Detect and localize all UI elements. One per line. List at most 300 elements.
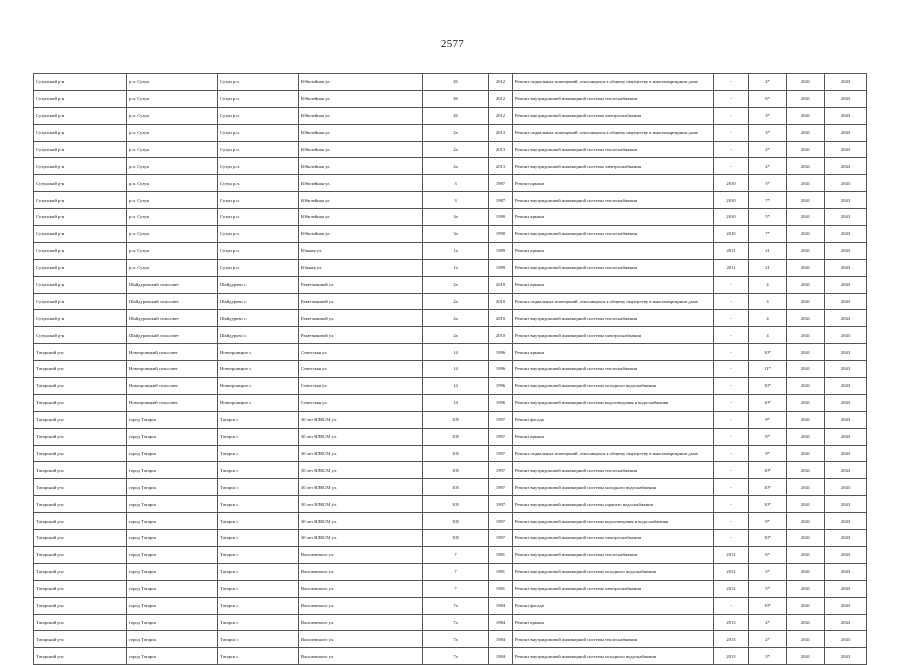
start-year-cell: 2041 <box>787 107 825 124</box>
value-cell: 10* <box>749 394 787 411</box>
locality-cell: Татарск г. <box>218 580 299 597</box>
house-number-cell: 105 <box>423 530 489 547</box>
start-year-cell: 2041 <box>787 327 825 344</box>
end-year-cell: 2043 <box>825 513 867 530</box>
work-type-cell: Ремонт внутридомовой инженерной системы электроснабжения <box>513 580 714 597</box>
start-year-cell: 2041 <box>787 310 825 327</box>
house-number-cell: 7а <box>423 614 489 631</box>
value-cell: 10* <box>749 479 787 496</box>
municipality-cell: р.п. Сузун <box>127 141 218 158</box>
build-year-cell: 1989 <box>489 242 513 259</box>
locality-cell: Сузун р.п. <box>218 192 299 209</box>
municipality-cell: р.п. Сузун <box>127 242 218 259</box>
street-cell: Юбилейная ул. <box>299 158 423 175</box>
district-cell: Татарский р-н <box>34 428 127 445</box>
locality-cell: Сузун р.п. <box>218 74 299 91</box>
start-year-cell: 2041 <box>787 276 825 293</box>
district-cell: Татарский р-н <box>34 394 127 411</box>
street-cell: Советская ул. <box>299 344 423 361</box>
start-year-cell: 2041 <box>787 479 825 496</box>
table-row <box>34 411 867 428</box>
municipality-cell: Шайдуровский сельсовет <box>127 276 218 293</box>
build-year-cell: 1981 <box>489 580 513 597</box>
district-cell: Татарский р-н <box>34 361 127 378</box>
locality-cell: Новотроицкое с. <box>218 394 299 411</box>
table-row <box>34 631 867 648</box>
work-type-cell: Ремонт крыши <box>513 614 714 631</box>
street-cell: Василевского ул. <box>299 597 423 614</box>
value-cell: 9* <box>749 445 787 462</box>
street-cell: Советская ул. <box>299 394 423 411</box>
last-repair-year-cell: - <box>714 310 749 327</box>
municipality-cell: город Татарск <box>127 445 218 462</box>
last-repair-year-cell: 2012 <box>714 563 749 580</box>
district-cell: Сузунский р-н <box>34 90 127 107</box>
table-row <box>34 648 867 665</box>
build-year-cell: 1997 <box>489 530 513 547</box>
table-row <box>34 107 867 124</box>
value-cell: 4 <box>749 293 787 310</box>
start-year-cell: 2041 <box>787 580 825 597</box>
start-year-cell: 2041 <box>787 445 825 462</box>
last-repair-year-cell: - <box>714 513 749 530</box>
end-year-cell: 2043 <box>825 445 867 462</box>
table-body <box>34 74 867 665</box>
district-cell: Татарский р-н <box>34 479 127 496</box>
house-number-cell: 105 <box>423 428 489 445</box>
end-year-cell: 2043 <box>825 462 867 479</box>
district-cell: Сузунский р-н <box>34 192 127 209</box>
locality-cell: Татарск г. <box>218 411 299 428</box>
table-row <box>34 513 867 530</box>
value-cell: 4 <box>749 327 787 344</box>
start-year-cell: 2041 <box>787 530 825 547</box>
municipality-cell: город Татарск <box>127 631 218 648</box>
start-year-cell: 2041 <box>787 513 825 530</box>
locality-cell: Татарск г. <box>218 513 299 530</box>
value-cell: 2* <box>749 158 787 175</box>
district-cell: Сузунский р-н <box>34 226 127 243</box>
street-cell: 30 лет ВЛКСМ ул. <box>299 530 423 547</box>
last-repair-year-cell: - <box>714 107 749 124</box>
table-row <box>34 124 867 141</box>
house-number-cell: 2а <box>423 310 489 327</box>
build-year-cell: 1990 <box>489 209 513 226</box>
start-year-cell: 2041 <box>787 293 825 310</box>
house-number-cell: 3а <box>423 226 489 243</box>
district-cell: Сузунский р-н <box>34 107 127 124</box>
work-type-cell: Ремонт крыши <box>513 175 714 192</box>
value-cell: 7* <box>749 226 787 243</box>
locality-cell: Сузун р.п. <box>218 175 299 192</box>
value-cell: 9* <box>749 513 787 530</box>
work-type-cell: Ремонт внутридомовой инженерной системы водоотведения и водоснабжения <box>513 513 714 530</box>
end-year-cell: 2043 <box>825 259 867 276</box>
value-cell: 2* <box>749 74 787 91</box>
build-year-cell: 1984 <box>489 597 513 614</box>
house-number-cell: 26 <box>423 107 489 124</box>
value-cell: 10* <box>749 462 787 479</box>
work-type-cell: Ремонт крыши <box>513 276 714 293</box>
build-year-cell: 1984 <box>489 614 513 631</box>
district-cell: Сузунский р-н <box>34 259 127 276</box>
end-year-cell: 2043 <box>825 158 867 175</box>
locality-cell: Татарск г. <box>218 546 299 563</box>
municipality-cell: р.п. Сузун <box>127 226 218 243</box>
last-repair-year-cell: 2010 <box>714 209 749 226</box>
end-year-cell: 2043 <box>825 580 867 597</box>
table-row <box>34 530 867 547</box>
municipality-cell: город Татарск <box>127 614 218 631</box>
table-row <box>34 310 867 327</box>
work-type-cell: Ремонт подвальных помещений, относящихся к общему имуществу в многоквартирном доме <box>513 293 714 310</box>
end-year-cell: 2043 <box>825 226 867 243</box>
table-row <box>34 462 867 479</box>
last-repair-year-cell: 2013 <box>714 648 749 665</box>
district-cell: Сузунский р-н <box>34 242 127 259</box>
locality-cell: Сузун р.п. <box>218 124 299 141</box>
start-year-cell: 2041 <box>787 631 825 648</box>
value-cell: 11* <box>749 361 787 378</box>
end-year-cell: 2043 <box>825 209 867 226</box>
work-type-cell: Ремонт крыши <box>513 242 714 259</box>
house-number-cell: 7а <box>423 631 489 648</box>
start-year-cell: 2041 <box>787 141 825 158</box>
municipality-cell: город Татарск <box>127 648 218 665</box>
end-year-cell: 2043 <box>825 411 867 428</box>
build-year-cell: 1996 <box>489 378 513 395</box>
value-cell: 8* <box>749 428 787 445</box>
build-year-cell: 2013 <box>489 141 513 158</box>
start-year-cell: 2041 <box>787 546 825 563</box>
build-year-cell: 1997 <box>489 411 513 428</box>
start-year-cell: 2041 <box>787 158 825 175</box>
table-row <box>34 428 867 445</box>
build-year-cell: 1997 <box>489 462 513 479</box>
house-number-cell: 14 <box>423 361 489 378</box>
table-row <box>34 597 867 614</box>
value-cell: 4 <box>749 276 787 293</box>
end-year-cell: 2043 <box>825 344 867 361</box>
street-cell: Василевского ул. <box>299 614 423 631</box>
district-cell: Сузунский р-н <box>34 74 127 91</box>
street-cell: Василевского ул. <box>299 648 423 665</box>
street-cell: Южная ул. <box>299 242 423 259</box>
end-year-cell: 2043 <box>825 293 867 310</box>
start-year-cell: 2041 <box>787 242 825 259</box>
street-cell: Юбилейная ул. <box>299 90 423 107</box>
value-cell: 10* <box>749 530 787 547</box>
municipality-cell: р.п. Сузун <box>127 74 218 91</box>
start-year-cell: 2041 <box>787 614 825 631</box>
municipality-cell: город Татарск <box>127 496 218 513</box>
end-year-cell: 2043 <box>825 479 867 496</box>
start-year-cell: 2041 <box>787 209 825 226</box>
locality-cell: Татарск г. <box>218 631 299 648</box>
last-repair-year-cell: - <box>714 124 749 141</box>
district-cell: Татарский р-н <box>34 648 127 665</box>
value-cell: 2* <box>749 631 787 648</box>
last-repair-year-cell: 2013 <box>714 631 749 648</box>
municipality-cell: Шайдуровский сельсовет <box>127 293 218 310</box>
district-cell: Татарский р-н <box>34 631 127 648</box>
last-repair-year-cell: 2011 <box>714 259 749 276</box>
work-type-cell: Ремонт внутридомовой инженерной системы горячего водоснабжения <box>513 496 714 513</box>
start-year-cell: 2041 <box>787 124 825 141</box>
build-year-cell: 1984 <box>489 648 513 665</box>
build-year-cell: 2013 <box>489 158 513 175</box>
district-cell: Татарский р-н <box>34 344 127 361</box>
district-cell: Татарский р-н <box>34 580 127 597</box>
end-year-cell: 2043 <box>825 631 867 648</box>
locality-cell: Сузун р.п. <box>218 226 299 243</box>
value-cell: 5* <box>749 175 787 192</box>
locality-cell: Шайдурово с. <box>218 327 299 344</box>
value-cell: 5* <box>749 209 787 226</box>
start-year-cell: 2041 <box>787 648 825 665</box>
street-cell: Василевского ул. <box>299 563 423 580</box>
work-type-cell: Ремонт внутридомовой инженерной системы холодного водоснабжения <box>513 563 714 580</box>
build-year-cell: 1997 <box>489 445 513 462</box>
street-cell: Ракетчиковой ул. <box>299 327 423 344</box>
district-cell: Татарский р-н <box>34 462 127 479</box>
build-year-cell: 1990 <box>489 226 513 243</box>
district-cell: Сузунский р-н <box>34 209 127 226</box>
end-year-cell: 2043 <box>825 107 867 124</box>
house-number-cell: 105 <box>423 496 489 513</box>
value-cell: 10* <box>749 496 787 513</box>
house-number-cell: 2а <box>423 293 489 310</box>
build-year-cell: 2012 <box>489 74 513 91</box>
work-type-cell: Ремонт внутридомовой инженерной системы теплоснабжения <box>513 462 714 479</box>
end-year-cell: 2043 <box>825 563 867 580</box>
end-year-cell: 2043 <box>825 394 867 411</box>
district-cell: Сузунский р-н <box>34 310 127 327</box>
last-repair-year-cell: 2010 <box>714 226 749 243</box>
locality-cell: Новотроицкое с. <box>218 378 299 395</box>
table-row <box>34 580 867 597</box>
value-cell: 3* <box>749 124 787 141</box>
table-row <box>34 90 867 107</box>
street-cell: Юбилейная ул. <box>299 74 423 91</box>
value-cell: 2* <box>749 614 787 631</box>
locality-cell: Татарск г. <box>218 428 299 445</box>
municipality-cell: город Татарск <box>127 563 218 580</box>
street-cell: 30 лет ВЛКСМ ул. <box>299 462 423 479</box>
work-type-cell: Ремонт фасада <box>513 597 714 614</box>
locality-cell: Татарск г. <box>218 614 299 631</box>
district-cell: Сузунский р-н <box>34 175 127 192</box>
street-cell: Советская ул. <box>299 378 423 395</box>
end-year-cell: 2043 <box>825 530 867 547</box>
value-cell: 21 <box>749 242 787 259</box>
start-year-cell: 2041 <box>787 496 825 513</box>
value-cell: 21 <box>749 259 787 276</box>
district-cell: Сузунский р-н <box>34 124 127 141</box>
end-year-cell: 2043 <box>825 378 867 395</box>
street-cell: Южная ул. <box>299 259 423 276</box>
value-cell: 6* <box>749 546 787 563</box>
start-year-cell: 2041 <box>787 361 825 378</box>
page-number: 2577 <box>440 38 465 50</box>
value-cell: 3* <box>749 107 787 124</box>
street-cell: Юбилейная ул. <box>299 124 423 141</box>
locality-cell: Новотроицкое с. <box>218 344 299 361</box>
end-year-cell: 2043 <box>825 74 867 91</box>
end-year-cell: 2043 <box>825 242 867 259</box>
end-year-cell: 2043 <box>825 428 867 445</box>
work-type-cell: Ремонт внутридомовой инженерной системы теплоснабжения <box>513 90 714 107</box>
start-year-cell: 2041 <box>787 394 825 411</box>
last-repair-year-cell: 2011 <box>714 242 749 259</box>
start-year-cell: 2041 <box>787 90 825 107</box>
last-repair-year-cell: - <box>714 428 749 445</box>
last-repair-year-cell: - <box>714 445 749 462</box>
street-cell: Юбилейная ул. <box>299 209 423 226</box>
end-year-cell: 2043 <box>825 276 867 293</box>
start-year-cell: 2041 <box>787 563 825 580</box>
start-year-cell: 2041 <box>787 462 825 479</box>
work-type-cell: Ремонт крыши <box>513 428 714 445</box>
street-cell: Юбилейная ул. <box>299 141 423 158</box>
work-type-cell: Ремонт внутридомовой инженерной системы холодного водоснабжения <box>513 648 714 665</box>
work-type-cell: Ремонт внутридомовой инженерной системы теплоснабжения <box>513 310 714 327</box>
house-number-cell: 2а <box>423 327 489 344</box>
district-cell: Татарский р-н <box>34 513 127 530</box>
value-cell: 2* <box>749 141 787 158</box>
street-cell: Василевского ул. <box>299 580 423 597</box>
municipality-cell: город Татарск <box>127 513 218 530</box>
locality-cell: Сузун р.п. <box>218 141 299 158</box>
table-row <box>34 209 867 226</box>
municipality-cell: Шайдуровский сельсовет <box>127 310 218 327</box>
work-type-cell: Ремонт внутридомовой инженерной системы водоотведения и водоснабжения <box>513 394 714 411</box>
district-cell: Татарский р-н <box>34 411 127 428</box>
end-year-cell: 2043 <box>825 175 867 192</box>
value-cell: 4 <box>749 310 787 327</box>
house-number-cell: 3а <box>423 209 489 226</box>
district-cell: Сузунский р-н <box>34 276 127 293</box>
end-year-cell: 2043 <box>825 597 867 614</box>
municipality-cell: город Татарск <box>127 462 218 479</box>
municipality-cell: Новотроицкий сельсовет <box>127 378 218 395</box>
build-year-cell: 2010 <box>489 327 513 344</box>
start-year-cell: 2041 <box>787 175 825 192</box>
district-cell: Татарский р-н <box>34 378 127 395</box>
house-number-cell: 7 <box>423 580 489 597</box>
start-year-cell: 2041 <box>787 378 825 395</box>
locality-cell: Сузун р.п. <box>218 259 299 276</box>
work-type-cell: Ремонт внутридомовой инженерной системы электроснабжения <box>513 158 714 175</box>
table-row <box>34 479 867 496</box>
municipality-cell: город Татарск <box>127 530 218 547</box>
table-row <box>34 496 867 513</box>
build-year-cell: 1997 <box>489 428 513 445</box>
municipality-cell: р.п. Сузун <box>127 175 218 192</box>
street-cell: 30 лет ВЛКСМ ул. <box>299 513 423 530</box>
value-cell: 7* <box>749 192 787 209</box>
build-year-cell: 1997 <box>489 513 513 530</box>
municipality-cell: город Татарск <box>127 428 218 445</box>
house-number-cell: 3 <box>423 175 489 192</box>
locality-cell: Татарск г. <box>218 648 299 665</box>
last-repair-year-cell: - <box>714 597 749 614</box>
street-cell: Ракетчиковой ул. <box>299 310 423 327</box>
district-cell: Татарский р-н <box>34 530 127 547</box>
table-row <box>34 614 867 631</box>
house-number-cell: 26 <box>423 74 489 91</box>
last-repair-year-cell: 2012 <box>714 546 749 563</box>
table-row <box>34 242 867 259</box>
last-repair-year-cell: - <box>714 361 749 378</box>
municipality-cell: город Татарск <box>127 546 218 563</box>
build-year-cell: 1996 <box>489 394 513 411</box>
work-type-cell: Ремонт подвальных помещений, относящихся к общему имуществу в многоквартирном доме <box>513 445 714 462</box>
build-year-cell: 1996 <box>489 344 513 361</box>
build-year-cell: 2013 <box>489 124 513 141</box>
work-type-cell: Ремонт крыши <box>513 344 714 361</box>
street-cell: Ракетчиковой ул. <box>299 293 423 310</box>
house-number-cell: 1а <box>423 242 489 259</box>
house-number-cell: 105 <box>423 513 489 530</box>
last-repair-year-cell: - <box>714 90 749 107</box>
locality-cell: Сузун р.п. <box>218 209 299 226</box>
municipality-cell: р.п. Сузун <box>127 192 218 209</box>
value-cell: 9* <box>749 411 787 428</box>
house-number-cell: 7 <box>423 563 489 580</box>
municipality-cell: Новотроицкий сельсовет <box>127 361 218 378</box>
value-cell: 10* <box>749 378 787 395</box>
start-year-cell: 2041 <box>787 344 825 361</box>
value-cell: 5* <box>749 580 787 597</box>
last-repair-year-cell: 2012 <box>714 580 749 597</box>
end-year-cell: 2043 <box>825 90 867 107</box>
last-repair-year-cell: - <box>714 496 749 513</box>
municipality-cell: р.п. Сузун <box>127 90 218 107</box>
start-year-cell: 2041 <box>787 192 825 209</box>
last-repair-year-cell: - <box>714 141 749 158</box>
work-type-cell: Ремонт подвальных помещений, относящихся к общему имуществу в многоквартирном доме <box>513 124 714 141</box>
house-number-cell: 2а <box>423 158 489 175</box>
work-type-cell: Ремонт внутридомовой инженерной системы холодного водоснабжения <box>513 479 714 496</box>
start-year-cell: 2041 <box>787 428 825 445</box>
district-cell: Татарский р-н <box>34 546 127 563</box>
locality-cell: Татарск г. <box>218 563 299 580</box>
build-year-cell: 1981 <box>489 563 513 580</box>
end-year-cell: 2043 <box>825 124 867 141</box>
work-type-cell: Ремонт внутридомовой инженерной системы теплоснабжения <box>513 141 714 158</box>
start-year-cell: 2041 <box>787 597 825 614</box>
municipality-cell: Шайдуровский сельсовет <box>127 327 218 344</box>
house-number-cell: 14 <box>423 344 489 361</box>
house-number-cell: 2а <box>423 276 489 293</box>
house-number-cell: 7а <box>423 597 489 614</box>
work-type-cell: Ремонт внутридомовой инженерной системы теплоснабжения <box>513 631 714 648</box>
end-year-cell: 2043 <box>825 496 867 513</box>
table-row <box>34 141 867 158</box>
build-year-cell: 1984 <box>489 631 513 648</box>
street-cell: 30 лет ВЛКСМ ул. <box>299 496 423 513</box>
street-cell: 30 лет ВЛКСМ ул. <box>299 479 423 496</box>
value-cell: 6* <box>749 90 787 107</box>
locality-cell: Татарск г. <box>218 462 299 479</box>
work-type-cell: Ремонт внутридомовой инженерной системы теплоснабжения <box>513 361 714 378</box>
table-row <box>34 293 867 310</box>
last-repair-year-cell: - <box>714 411 749 428</box>
work-type-cell: Ремонт подвальных помещений, относящихся к общему имуществу в многоквартирном доме <box>513 74 714 91</box>
house-number-cell: 14 <box>423 378 489 395</box>
locality-cell: Шайдурово с. <box>218 310 299 327</box>
